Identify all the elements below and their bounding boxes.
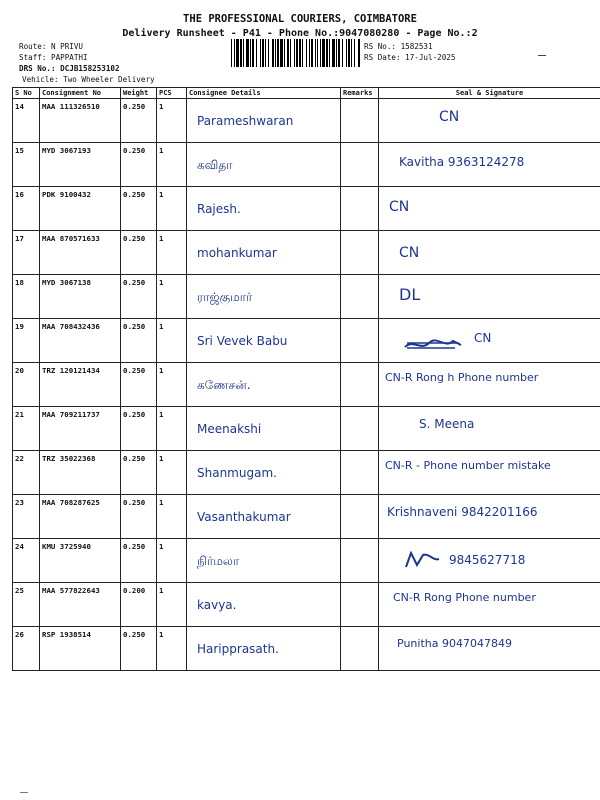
barcode-bar — [315, 39, 316, 67]
signature-cell — [379, 319, 600, 363]
scribble-mark — [403, 551, 443, 569]
barcode-bar — [317, 39, 318, 67]
consignee-name: ராஜ்குமார் — [197, 290, 253, 304]
pcs: 1 — [157, 363, 187, 407]
barcode-bar — [348, 39, 350, 67]
rs-no-label: RS No.: 1582531 — [364, 42, 433, 51]
remarks-cell — [341, 583, 379, 627]
consignee-name: Haripprasath. — [197, 642, 279, 656]
runsheet-title: Delivery Runsheet - P41 - Phone No.:9047080280 - Page No.:2 — [122, 28, 478, 39]
barcode-bar — [336, 39, 337, 67]
col-consignee: Consignee Details — [187, 88, 341, 99]
barcode-bar — [342, 39, 343, 67]
pcs: 1 — [157, 319, 187, 363]
signature-text: CN — [439, 109, 460, 125]
remarks-cell — [341, 143, 379, 187]
barcode-bar — [320, 39, 321, 67]
consignment-no: PDK 9100432 — [40, 187, 121, 231]
remarks-cell — [341, 187, 379, 231]
barcode-bar — [243, 39, 244, 67]
weight: 0.250 — [121, 187, 157, 231]
barcode-bar — [256, 39, 257, 67]
consignment-no: MYD 3067193 — [40, 143, 121, 187]
barcode-bar — [322, 39, 325, 67]
table-header-row — [13, 88, 600, 99]
consignee-cell — [187, 539, 341, 583]
signature-text: Krishnaveni 9842201166 — [387, 505, 538, 519]
remarks-cell — [341, 231, 379, 275]
col-consignment: Consignment No — [40, 88, 121, 99]
consignee-cell — [187, 627, 341, 671]
barcode-bar — [272, 39, 274, 67]
sno: 18 — [13, 275, 40, 319]
pcs: 1 — [157, 451, 187, 495]
sno: 25 — [13, 583, 40, 627]
table-row — [13, 143, 600, 187]
signature-cell — [379, 187, 600, 231]
signature-text: Kavitha 9363124278 — [399, 155, 525, 169]
consignee-cell — [187, 187, 341, 231]
sno: 21 — [13, 407, 40, 451]
signature-cell — [379, 495, 600, 539]
sno: 14 — [13, 99, 40, 143]
runsheet-table — [12, 87, 600, 671]
table-row — [13, 275, 600, 319]
sno: 22 — [13, 451, 40, 495]
consignment-no: MAA 111326510 — [40, 99, 121, 143]
barcode-bar — [299, 39, 301, 67]
remarks-cell — [341, 495, 379, 539]
barcode-bar — [306, 39, 307, 67]
pcs: 1 — [157, 143, 187, 187]
footer-mark — [20, 792, 28, 793]
barcode-bar — [358, 39, 360, 67]
barcode-bar — [252, 39, 254, 67]
barcode-bar — [296, 39, 298, 67]
table-row — [13, 539, 600, 583]
sno: 26 — [13, 627, 40, 671]
consignment-no: TRZ 35022368 — [40, 451, 121, 495]
company-title: THE PROFESSIONAL COURIERS, COIMBATORE — [183, 13, 417, 25]
barcode-bar — [338, 39, 340, 67]
sno: 17 — [13, 231, 40, 275]
signature-text: CN — [474, 331, 492, 345]
scribble-mark — [403, 337, 463, 353]
consignment-no: RSP 1938514 — [40, 627, 121, 671]
barcode-bar — [280, 39, 283, 67]
barcode-bar — [294, 39, 295, 67]
signature-text: DL — [399, 285, 421, 304]
pcs: 1 — [157, 407, 187, 451]
barcode-bar — [302, 39, 303, 67]
signature-text: CN — [399, 245, 420, 261]
rs-date-label: RS Date: 17-Jul-2025 — [364, 53, 456, 62]
sno: 15 — [13, 143, 40, 187]
weight: 0.250 — [121, 319, 157, 363]
barcode-bar — [290, 39, 291, 67]
consignee-name: நிர்மலா — [197, 554, 240, 568]
signature-text: CN-R - Phone number mistake — [385, 459, 551, 472]
vehicle-label: Vehicle: Two Wheeler Delivery — [22, 75, 155, 84]
consignment-no: TRZ 120121434 — [40, 363, 121, 407]
remarks-cell — [341, 363, 379, 407]
weight: 0.250 — [121, 363, 157, 407]
barcode-bar — [262, 39, 264, 67]
pcs: 1 — [157, 539, 187, 583]
route-label: Route: N PRIVU — [19, 42, 84, 51]
col-sno: S No — [13, 88, 40, 99]
consignee-cell — [187, 319, 341, 363]
barcode-bar — [309, 39, 310, 67]
consignee-cell — [187, 231, 341, 275]
table-row — [13, 495, 600, 539]
table-row — [13, 363, 600, 407]
sno: 23 — [13, 495, 40, 539]
consignee-cell — [187, 495, 341, 539]
pcs: 1 — [157, 583, 187, 627]
consignee-cell — [187, 275, 341, 319]
consignee-cell — [187, 99, 341, 143]
barcode-bar — [246, 39, 249, 67]
remarks-cell — [341, 275, 379, 319]
staff-label: Staff: PAPPATHI — [19, 53, 88, 62]
remarks-cell — [341, 451, 379, 495]
pcs: 1 — [157, 627, 187, 671]
consignment-no: MAA 870571633 — [40, 231, 121, 275]
table-row — [13, 187, 600, 231]
signature-text: 9845627718 — [449, 553, 526, 567]
consignee-name: Shanmugam. — [197, 466, 277, 480]
sno: 24 — [13, 539, 40, 583]
barcode-bar — [332, 39, 335, 67]
pcs: 1 — [157, 231, 187, 275]
barcode-bar — [311, 39, 313, 67]
consignment-no: KMU 3725940 — [40, 539, 121, 583]
sno: 16 — [13, 187, 40, 231]
sno: 19 — [13, 319, 40, 363]
consignment-no: MAA 708432436 — [40, 319, 121, 363]
signature-cell — [379, 451, 600, 495]
remarks-cell — [341, 407, 379, 451]
table-row — [13, 319, 600, 363]
consignee-cell — [187, 583, 341, 627]
weight: 0.250 — [121, 231, 157, 275]
signature-cell — [379, 363, 600, 407]
table-row — [13, 583, 600, 627]
table-row — [13, 231, 600, 275]
weight: 0.200 — [121, 583, 157, 627]
consignment-no: MAA 577822643 — [40, 583, 121, 627]
consignee-name: கவிதா — [197, 158, 233, 172]
weight: 0.250 — [121, 407, 157, 451]
barcode-bar — [277, 39, 279, 67]
sno: 20 — [13, 363, 40, 407]
barcode-bar — [231, 39, 232, 67]
consignee-cell — [187, 451, 341, 495]
consignee-name: Vasanthakumar — [197, 510, 291, 524]
barcode-bar — [250, 39, 251, 67]
signature-text: S. Meena — [419, 417, 475, 431]
weight: 0.250 — [121, 451, 157, 495]
consignee-name: Parameshwaran — [197, 114, 294, 128]
signature-cell — [379, 99, 600, 143]
pcs: 1 — [157, 187, 187, 231]
remarks-cell — [341, 627, 379, 671]
consignee-cell — [187, 363, 341, 407]
drs-label: DRS No.: DCJB158253102 — [19, 64, 120, 73]
barcode-bar — [354, 39, 355, 67]
table-row — [13, 407, 600, 451]
signature-cell — [379, 539, 600, 583]
consignee-name: mohankumar — [197, 246, 277, 260]
pcs: 1 — [157, 495, 187, 539]
weight: 0.250 — [121, 275, 157, 319]
barcode-bar — [326, 39, 328, 67]
barcode-bar — [287, 39, 289, 67]
barcode-bar — [240, 39, 242, 67]
weight: 0.250 — [121, 627, 157, 671]
consignment-no: MAA 709211737 — [40, 407, 121, 451]
barcode-bar — [329, 39, 330, 67]
consignee-name: Meenakshi — [197, 422, 262, 436]
weight: 0.250 — [121, 495, 157, 539]
signature-cell — [379, 583, 600, 627]
barcode-bar — [265, 39, 266, 67]
signature-text: CN-R Rong h Phone number — [385, 371, 539, 384]
consignee-cell — [187, 143, 341, 187]
consignee-cell — [187, 407, 341, 451]
col-weight: Weight — [121, 88, 157, 99]
barcode-bar — [260, 39, 261, 67]
corner-mark — [538, 55, 546, 56]
consignee-name: Rajesh. — [197, 202, 241, 216]
pcs: 1 — [157, 99, 187, 143]
consignee-name: கணேசன். — [197, 378, 251, 392]
signature-text: Punitha 9047047849 — [397, 637, 512, 650]
barcode-bar — [351, 39, 352, 67]
remarks-cell — [341, 319, 379, 363]
table-row — [13, 99, 600, 143]
barcode-bar — [275, 39, 276, 67]
consignee-name: kavya. — [197, 598, 237, 612]
consignee-name: Sri Vevek Babu — [197, 334, 288, 348]
weight: 0.250 — [121, 539, 157, 583]
signature-cell — [379, 275, 600, 319]
signature-cell — [379, 143, 600, 187]
col-pcs: PCS — [157, 88, 187, 99]
col-remarks: Remarks — [341, 88, 379, 99]
weight: 0.250 — [121, 99, 157, 143]
barcode-bar — [346, 39, 347, 67]
remarks-cell — [341, 99, 379, 143]
signature-cell — [379, 231, 600, 275]
barcode-bar — [236, 39, 239, 67]
col-signature: Seal & Signature — [379, 88, 600, 99]
barcode-bar — [268, 39, 269, 67]
barcode-bar — [234, 39, 235, 67]
signature-cell — [379, 627, 600, 671]
barcode — [231, 39, 361, 67]
signature-text: CN-R Rong Phone number — [393, 591, 536, 604]
consignment-no: MAA 708287625 — [40, 495, 121, 539]
consignment-no: MYD 3067138 — [40, 275, 121, 319]
table-row — [13, 627, 600, 671]
table-row — [13, 451, 600, 495]
pcs: 1 — [157, 275, 187, 319]
signature-cell — [379, 407, 600, 451]
signature-text: CN — [389, 199, 410, 215]
weight: 0.250 — [121, 143, 157, 187]
barcode-bar — [284, 39, 285, 67]
remarks-cell — [341, 539, 379, 583]
